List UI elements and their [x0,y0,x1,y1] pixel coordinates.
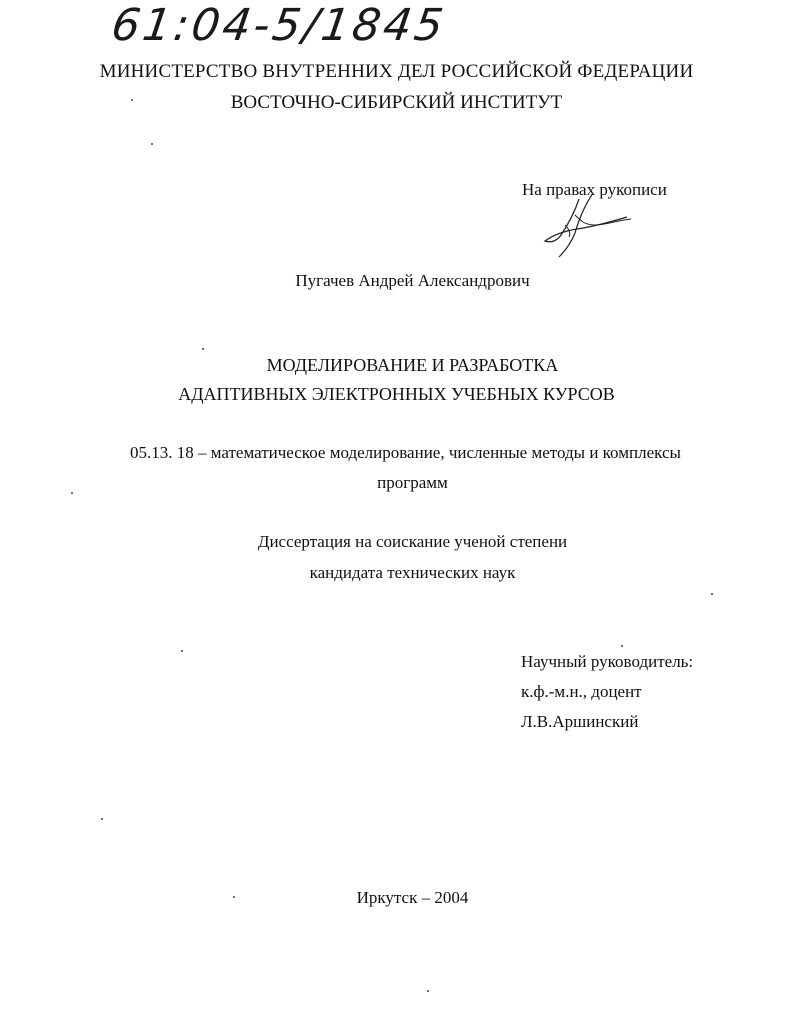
scan-speck [202,348,204,350]
scan-speck [621,645,623,647]
scan-speck [427,990,429,992]
scan-speck [233,896,235,898]
dissertation-line2: кандидата технических наук [309,563,516,582]
scan-speck [711,593,713,595]
thesis-title-line1: МОДЕЛИРОВАНИЕ И РАЗРАБОТКА [266,355,559,375]
scan-speck [71,492,73,494]
author-signature [535,185,635,265]
specialty-line2: программ [377,473,448,492]
supervisor-degree: к.ф.-м.н., доцент [521,682,642,701]
specialty-line1: 05.13. 18 – математическое моделирование, численные методы и комплексы [130,443,681,462]
ministry-heading: МИНИСТЕРСТВО ВНУТРЕННИХ ДЕЛ РОССИЙСКОЙ ФЕДЕРАЦИИ [99,61,694,82]
institute-heading: ВОСТОЧНО-СИБИРСКИЙ ИНСТИТУТ [230,92,563,113]
author-name: Пугачев Андрей Александрович [295,271,530,290]
scan-speck [151,143,153,145]
city-year: Иркутск – 2004 [356,888,469,907]
supervisor-label: Научный руководитель: [521,652,694,671]
scan-speck [181,650,183,652]
manuscript-rights-note: На правах рукописи [522,180,667,199]
dissertation-line1: Диссертация на соискание ученой степени [257,532,568,551]
scan-speck [101,818,103,820]
supervisor-name: Л.В.Аршинский [521,712,639,731]
thesis-title-line2: АДАПТИВНЫХ ЭЛЕКТРОННЫХ УЧЕБНЫХ КУРСОВ [178,384,615,404]
scan-speck [131,99,133,101]
registry-number: 61:04-5/1845 [108,0,450,51]
